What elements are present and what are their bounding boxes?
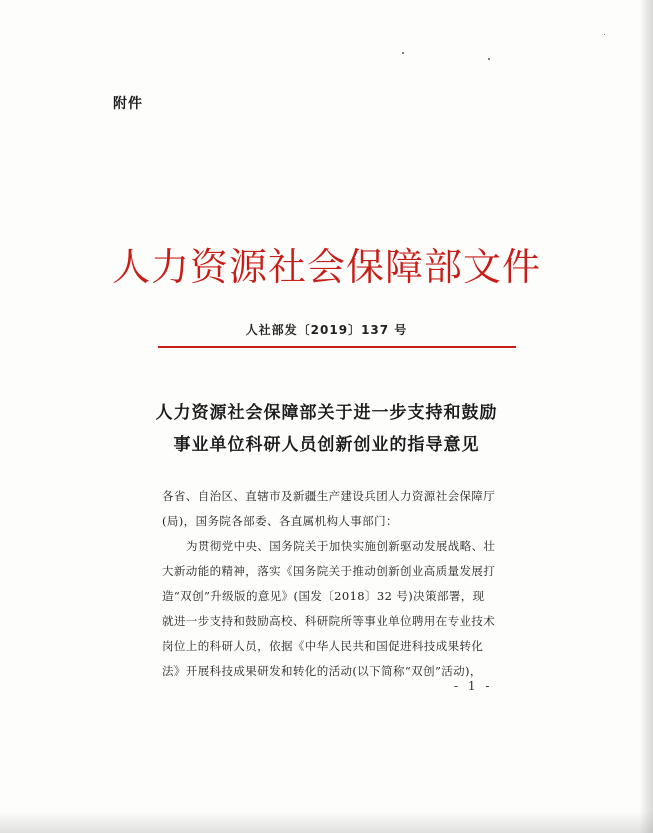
body-line: 岗位上的科研人员，依据《中华人民共和国促进科技成果转化 <box>162 639 484 653</box>
body-line: 就进一步支持和鼓励高校、科研院所等事业单位聘用在专业技术 <box>162 614 496 628</box>
document-number: 人社部发〔2019〕137 号 <box>245 323 408 337</box>
body-line: 造“双创”升级版的意见》(国发〔2018〕32 号)决策部署，现 <box>162 589 485 603</box>
scan-shadow-right <box>639 0 653 833</box>
document-header: 人力资源社会保障部文件 <box>111 245 541 289</box>
body-line: 法》开展科技成果研发和转化的活动(以下简称“双创”活动)， <box>162 664 482 678</box>
document-title-line-2: 事业单位科研人员创新创业的指导意见 <box>173 435 480 455</box>
scan-speck <box>402 52 404 54</box>
header-divider <box>158 346 516 348</box>
document-title-line-1: 人力资源社会保障部关于进一步支持和鼓励 <box>155 403 498 423</box>
body-line: (局)，国务院各部委、各直属机构人事部门： <box>162 514 398 528</box>
body-line: 为贯彻党中央、国务院关于加快实施创新驱动发展战略、壮 <box>186 539 496 553</box>
body-line: 大新动能的精神，落实《国务院关于推动创新创业高质量发展打 <box>162 564 496 578</box>
scan-speck <box>604 34 605 35</box>
scan-speck <box>488 58 490 60</box>
attachment-label: 附件 <box>113 96 143 112</box>
scan-shadow-bottom <box>0 811 653 833</box>
body-line: 各省、自治区、直辖市及新疆生产建设兵团人力资源社会保障厅 <box>162 489 496 503</box>
page-number: - 1 - <box>454 679 493 693</box>
